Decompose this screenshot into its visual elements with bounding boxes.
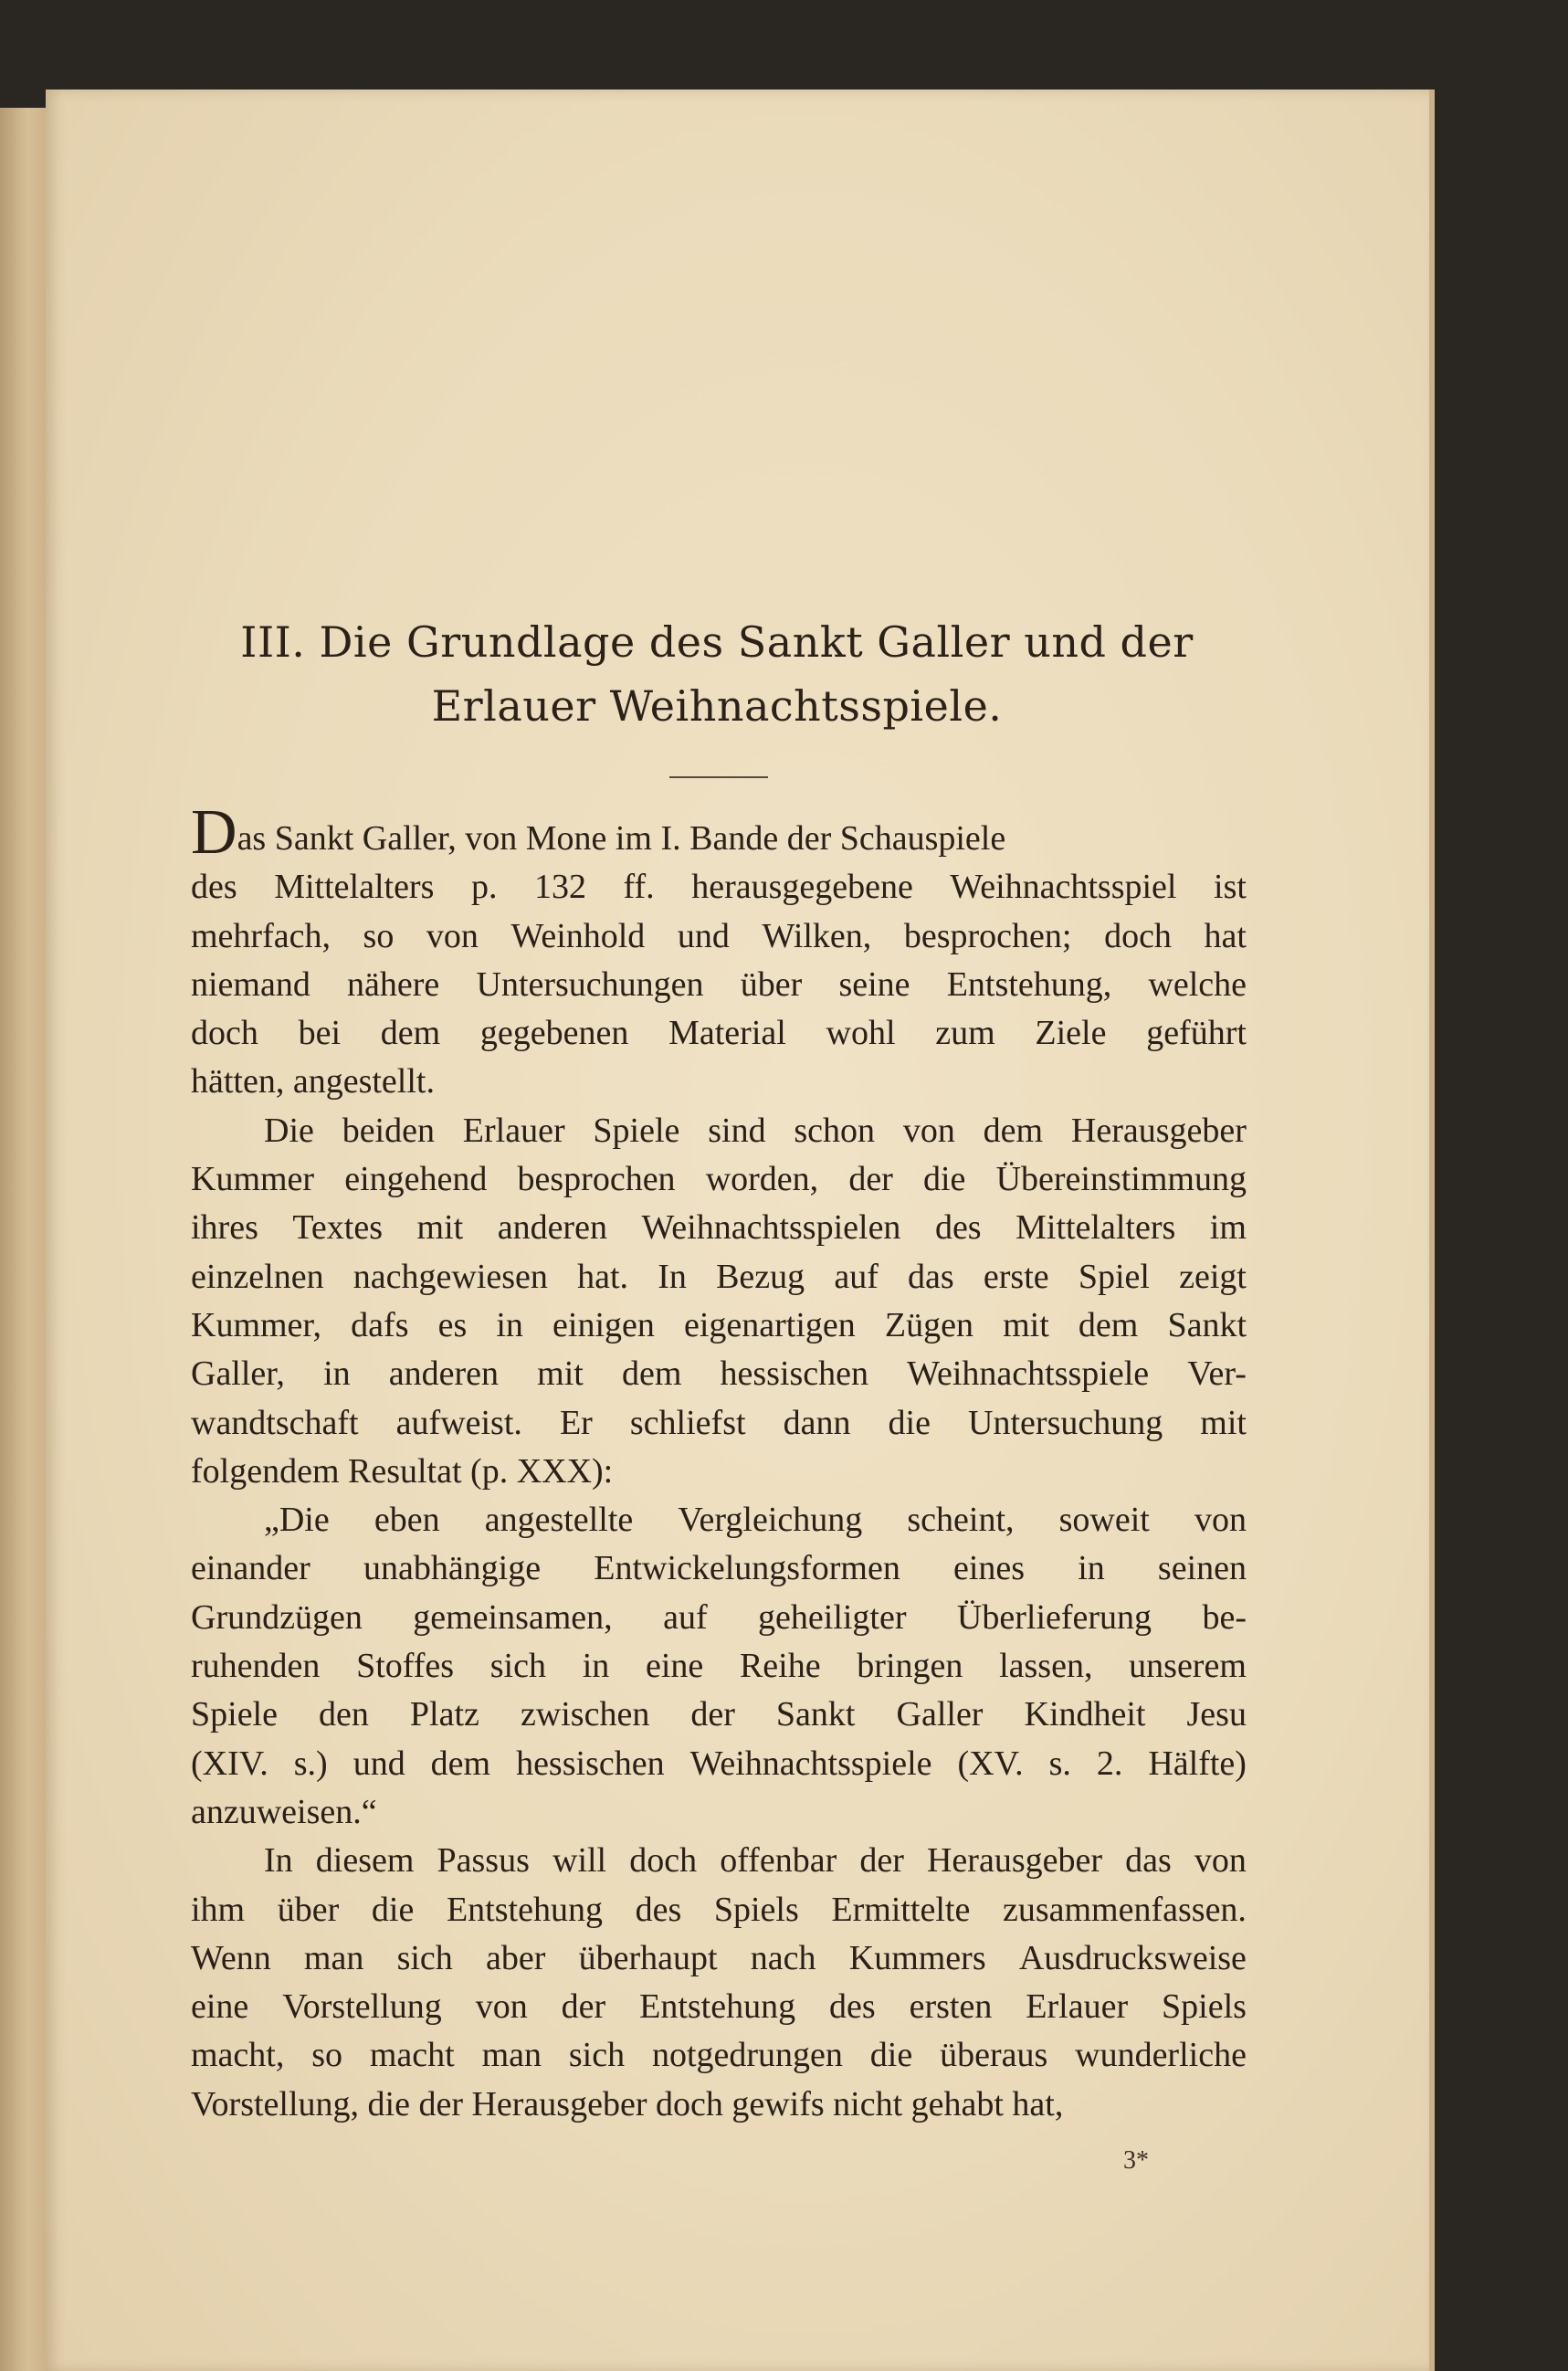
text-line: niemand nähere Untersuchungen über seine Entstehung, welche — [191, 964, 1247, 1004]
text-line: mehrfach, so von Weinhold und Wilken, besprochen; doch hat — [191, 916, 1247, 955]
text-line: anzuweisen.“ — [191, 1792, 377, 1831]
left-page-edge — [0, 108, 46, 2371]
text-line: macht, so macht man sich notgedrungen die überaus wunderliche — [191, 2036, 1247, 2075]
text-line: „Die eben angestellte Vergleichung scheint, soweit von — [264, 1501, 1247, 1540]
text-line: Vorstellung, die der Herausgeber doch gewifs nicht gehabt hat, — [191, 2084, 1064, 2123]
text-line — [191, 797, 1247, 868]
text-line: In diesem Passus will doch offenbar der Herausgeber das von — [264, 1841, 1247, 1881]
text-line: wandtschaft aufweist. Er schliefst dann die Untersuchung mit — [191, 1403, 1247, 1442]
text-line: eine Vorstellung von der Entstehung des ersten Erlauer Spiels — [191, 1987, 1247, 2027]
text-line: Spiele den Platz zwischen der Sankt Galler Kindheit Jesu — [191, 1695, 1247, 1734]
first-line-rest: as Sankt Galler, von Mone im I. Bande der Schauspiele — [237, 819, 1006, 858]
text-line: Die beiden Erlauer Spiele sind schon von dem Herausgeber — [264, 1111, 1247, 1150]
chapter-heading-line-1: III. Die Grundlage des Sankt Galler und der — [240, 617, 1194, 667]
first-line-wrap — [191, 797, 1006, 868]
chapter-heading-line-2: Erlauer Weihnachtsspiele. — [431, 681, 1003, 731]
signature-mark: 3* — [1123, 2146, 1149, 2175]
heading-divider — [669, 776, 768, 778]
text-line: Kummer, dafs es in einigen eigenartigen Zügen mit dem Sankt — [191, 1305, 1247, 1344]
text-line: hätten, angestellt. — [191, 1062, 435, 1101]
text-line: ruhenden Stoffes sich in eine Reihe bringen lassen, unserem — [191, 1647, 1247, 1686]
initial-letter: D — [191, 797, 237, 868]
text-line: einzelnen nachgewiesen hat. In Bezug auf das erste Spiel zeigt — [191, 1257, 1247, 1296]
body-text — [191, 797, 1247, 2129]
text-line: folgendem Resultat (p. XXX): — [191, 1451, 614, 1491]
text-line: Kummer eingehend besprochen worden, der die Übereinstimmung — [191, 1160, 1247, 1199]
text-line: Galler, in anderen mit dem hessischen Weihnachtsspiele Ver- — [191, 1354, 1247, 1394]
text-line: ihm über die Entstehung des Spiels Ermittelte zusammenfassen. — [191, 1890, 1247, 1929]
text-line: Wenn man sich aber überhaupt nach Kummers Ausdrucksweise — [191, 1938, 1247, 1977]
text-line: (XIV. s.) und dem hessischen Weihnachtsspiele (XV. s. 2. Hälfte) — [191, 1744, 1247, 1783]
text-line: einander unabhängige Entwickelungsformen eines in seinen — [191, 1549, 1247, 1588]
page-right-edge — [1429, 90, 1435, 2371]
text-line: ihres Textes mit anderen Weihnachtsspielen des Mittelalters im — [191, 1208, 1247, 1248]
text-line: des Mittelalters p. 132 ff. herausgegebene Weihnachtsspiel ist — [191, 868, 1247, 907]
text-line: doch bei dem gegebenen Material wohl zum Ziele geführt — [191, 1014, 1247, 1053]
chapter-heading — [192, 610, 1242, 738]
text-line: Grundzügen gemeinsamen, auf geheiligter Überlieferung be- — [191, 1597, 1247, 1637]
